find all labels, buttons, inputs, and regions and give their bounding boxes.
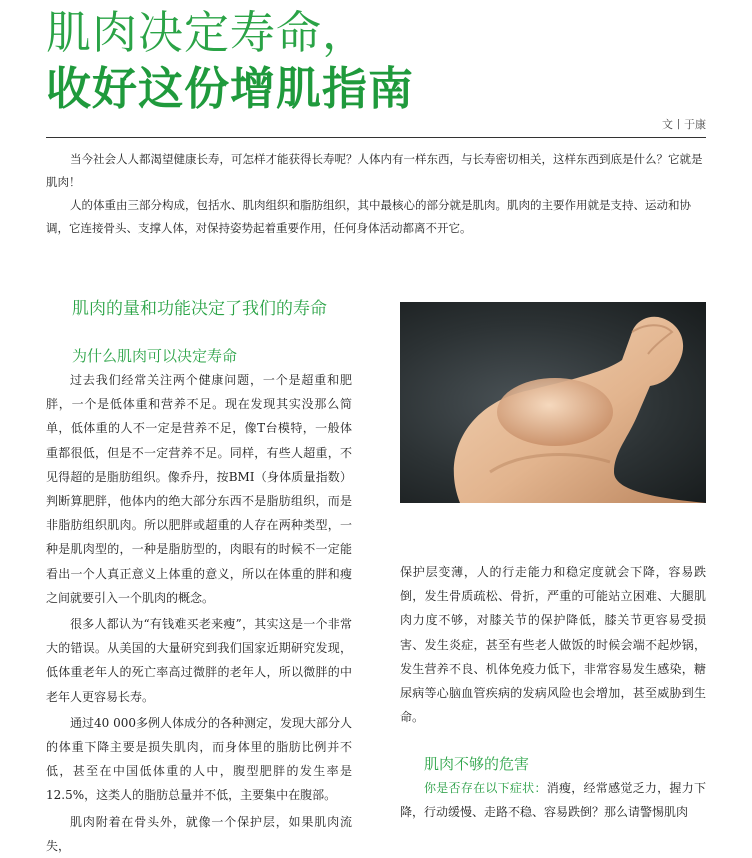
intro-text — [46, 148, 706, 240]
right-column — [400, 560, 706, 729]
intro-paragraph: 当今社会人人都渴望健康长寿，可怎样才能获得长寿呢？人体内有一样东西，与长寿密切相关，这样东西到底是什么？它就是肌肉！ — [46, 152, 703, 189]
danger-body: 消瘦，经常感觉乏力，握力下降，行动缓慢、走路不稳、容易跌倒？那么请警惕肌肉 — [400, 781, 706, 820]
body-paragraph: 通过40 000多例人体成分的各种测定，发现大部分人的体重下降主要是损失肌肉，而身体里的脂肪比例并不低，甚至在中国低体重的人中，腹型肥胖的发生率是12.5%，这类人的脂肪总量并不低，主要集中在腹部。 — [46, 715, 352, 803]
body-paragraph: 肌肉附着在骨头外，就像一个保护层，如果肌肉流失， — [46, 814, 352, 853]
flexed-arm-photo — [400, 302, 706, 503]
body-paragraph: 保护层变薄，人的行走能力和稳定度就会下降，容易跌倒，发生骨质疏松、骨折，严重的可能站立困难、大腿肌肉力度不够，对膝关节的保护降低，膝关节更容易受损害、发生炎症，甚至有些老人做饭的时候会端不起炒锅，发生营养不良、机体免疫力低下，非常容易发生感染，糖尿病等心脑血管疾病的发病风险也会增加，甚至威胁到生命。 — [400, 565, 706, 725]
left-column — [46, 368, 352, 853]
body-paragraph: 过去我们经常关注两个健康问题，一个是超重和肥胖，一个是低体重和营养不足。现在发现其实没那么简单，低体重的人不一定是营养不足，像T台模特，一般体重都很低，但是不一定营养不足。同样，有些人超重，不见得超的是脂肪组织。像乔丹，按BMI（身体质量指数）判断算肥胖，他体内的绝大部分东西不是脂肪组织，而是非脂肪组织肌肉。所以肥胖或超重的人存在两种类型，一种是肌肉型的，一种是脂肪型的，肉眼有的时候不一定能看出一个人真正意义上体重的意义，所以在体重的胖和瘦之间就要引入一个肌肉的概念。 — [46, 373, 352, 605]
body-paragraph — [400, 776, 706, 824]
body-paragraph: 很多人都认为“有钱难买老来瘦”，其实这是一个非常大的错误。从美国的大量研究到我们国家近期研究发现，低体重老年人的死亡率高过微胖的老年人，所以微胖的中老年人更容易长寿。 — [46, 617, 352, 704]
flexed-arm-icon — [400, 302, 706, 503]
section-subheading: 为什么肌肉可以决定寿命 — [72, 347, 238, 365]
danger-lead: 你是否存在以下症状： — [424, 781, 547, 795]
section-heading: 肌肉的量和功能决定了我们的寿命 — [72, 299, 327, 319]
article-title-line1: 肌肉决定寿命， — [46, 6, 369, 59]
author-byline: 文丨于康 — [662, 118, 706, 131]
article-title-line2: 收好这份增肌指南 — [46, 62, 415, 115]
header-divider — [46, 137, 706, 138]
danger-heading: 肌肉不够的危害 — [424, 755, 530, 773]
danger-text — [400, 776, 706, 831]
intro-paragraph: 人的体重由三部分构成，包括水、肌肉组织和脂肪组织，其中最核心的部分就是肌肉。肌肉的主要作用就是支持、运动和协调，它连接骨头、支撑人体，对保持姿势起着重要作用，任何身体活动都离不开它。 — [46, 198, 691, 235]
